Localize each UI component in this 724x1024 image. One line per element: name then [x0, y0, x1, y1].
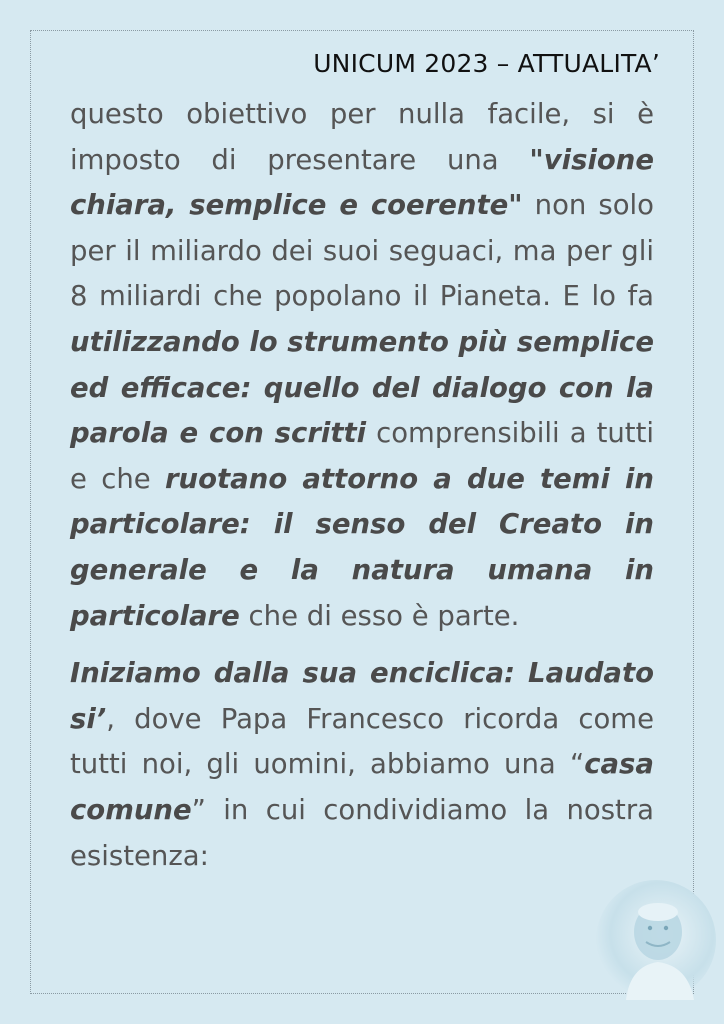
text-run: , dove Papa Francesco ricorda come tutti noi, gli uomini, abbiamo una “ — [70, 702, 654, 781]
text-run: ” in cui condividiamo la nostra esistenza: — [70, 793, 654, 872]
text-run: non solo per il miliardo dei suoi seguaci, ma per gli 8 miliardi che popolano il Pianeta. E lo fa — [70, 189, 654, 313]
emphasis-run: utilizzando lo strumento più semplice ed efficace: quello del dialogo con la parola e con scritti — [70, 325, 654, 450]
text-run: comprensibili a tutti e che — [70, 417, 654, 495]
emphasis-run: "visione chiara, semplice e coerente" — [70, 143, 654, 222]
emphasis-run: ruotano attorno a due temi in particolare: il senso del Creato in generale e la natura umana in particolare — [70, 462, 655, 632]
text-run: questo obiettivo per nulla facile, si è imposto di presentare una — [70, 98, 654, 176]
emphasis-run: casa comune — [70, 748, 654, 826]
portrait-graphic — [596, 880, 716, 1000]
emphasis-run: Iniziamo dalla sua enciclica: Laudato si’ — [70, 657, 654, 735]
pope-portrait-image — [596, 880, 716, 1000]
text-run: che di esso è parte. — [239, 599, 520, 632]
article-body — [70, 92, 654, 879]
paragraph-2 — [70, 651, 654, 879]
page-header: UNICUM 2023 – ATTUALITA’ — [313, 49, 660, 78]
paragraph-1 — [70, 92, 654, 639]
